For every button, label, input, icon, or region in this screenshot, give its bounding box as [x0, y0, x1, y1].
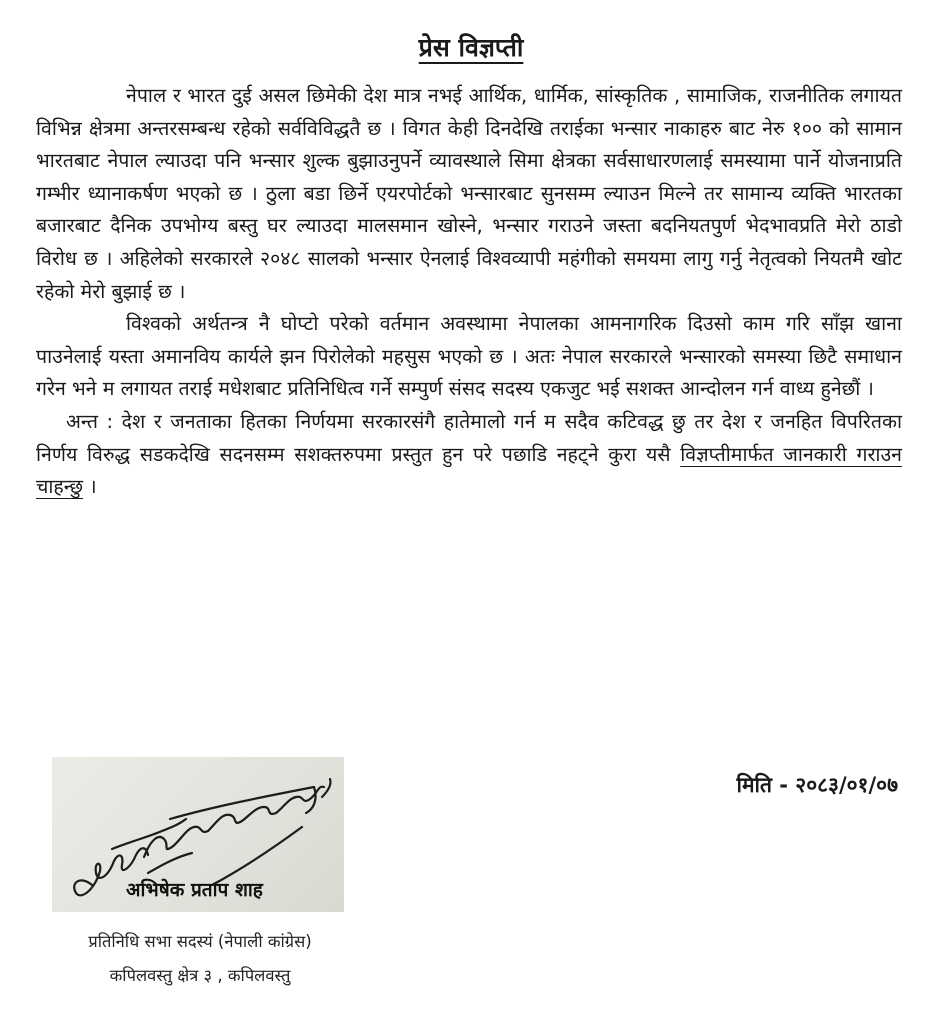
- closing-text: अन्त : देश र जनताका हितका निर्णयमा सरकारसंगै हातेमालो गर्न म सदैव कटिवद्ध छु तर देश र जनहित विपरितका निर्णय विरुद्ध सडकदेखि सदनसम्म सशक्तरुपमा प्रस्तुत हुन परे पछाडि नहट्ने कुरा यसै: [36, 409, 902, 466]
- designation-block: [0, 925, 400, 993]
- signatory-name: अभिषेक प्रताप शाह: [126, 879, 263, 901]
- date-line: मिति - २०८३/०१/०७: [736, 773, 898, 797]
- closing-end: ।: [83, 475, 97, 499]
- closing-paragraph: [36, 406, 902, 504]
- designation-line-1: प्रतिनिधि सभा सदस्यं (नेपाली कांग्रेस): [88, 932, 312, 951]
- closing-underlined-text: विज्ञप्तीमार्फत जानकारी गराउन चाहन्छु: [36, 442, 902, 499]
- title-text: प्रेस विज्ञप्ती: [418, 33, 524, 62]
- press-release-body: [36, 80, 902, 504]
- document-title: [0, 30, 942, 66]
- designation-line-2: कपिलवस्तु क्षेत्र ३ , कपिलवस्तु: [109, 966, 291, 985]
- signature-block: [52, 757, 344, 912]
- paragraph-2: विश्वको अर्थतन्त्र नै घोप्टो परेको वर्तमान अवस्थामा नेपालका आमनागरिक दिउसो काम गरि साँझ खाना पाउनेलाई यस्ता अमानविय कार्यले झन पिरोलेको महसुस भएको छ । अतः नेपाल सरकारले भन्सारको समस्या छिटै समाधान गरेन भने म लगायत तराई मधेशबाट प्रतिनिधित्व गर्ने सम्पुर्ण संसद सदस्य एकजुट भई सशक्त आन्दोलन गर्न वाध्य हुनेछौं ।: [36, 312, 902, 401]
- paragraph-1: नेपाल र भारत दुई असल छिमेकी देश मात्र नभई आर्थिक, धार्मिक, सांस्कृतिक , सामाजिक, राजनीतिक लगायत विभिन्न क्षेत्रमा अन्तरसम्बन्ध रहेको सर्वविविद्धतै छ । विगत केही दिनदेखि तराईका भन्सार नाकाहरु बाट नेरु १०० को सामान भारतबाट नेपाल ल्याउदा पनि भन्सार शुल्क बुझाउनुपर्ने व्यावस्थाले सिमा क्षेत्रका सर्वसाधारणलाई समस्यामा पार्ने योजनाप्रति गम्भीर ध्यानाकर्षण भएको छ । ठुला बडा छिर्ने एयरपोर्टको भन्सारबाट सुनसम्म ल्याउन मिल्ने तर सामान्य व्यक्ति भारतका बजारबाट दैनिक उपभोग्य बस्तु घर ल्याउदा मालसमान खोस्ने, भन्सार गराउने जस्ता बदनियतपुर्ण भेदभावप्रति मेरो ठाडो विरोध छ । अहिलेको सरकारले २०४८ सालको भन्सार ऐनलाई विश्वव्यापी महंगीको समयमा लागु गर्नु नेतृत्वको नियतमै खोट रहेको मेरो बुझाई छ ।: [36, 84, 902, 303]
